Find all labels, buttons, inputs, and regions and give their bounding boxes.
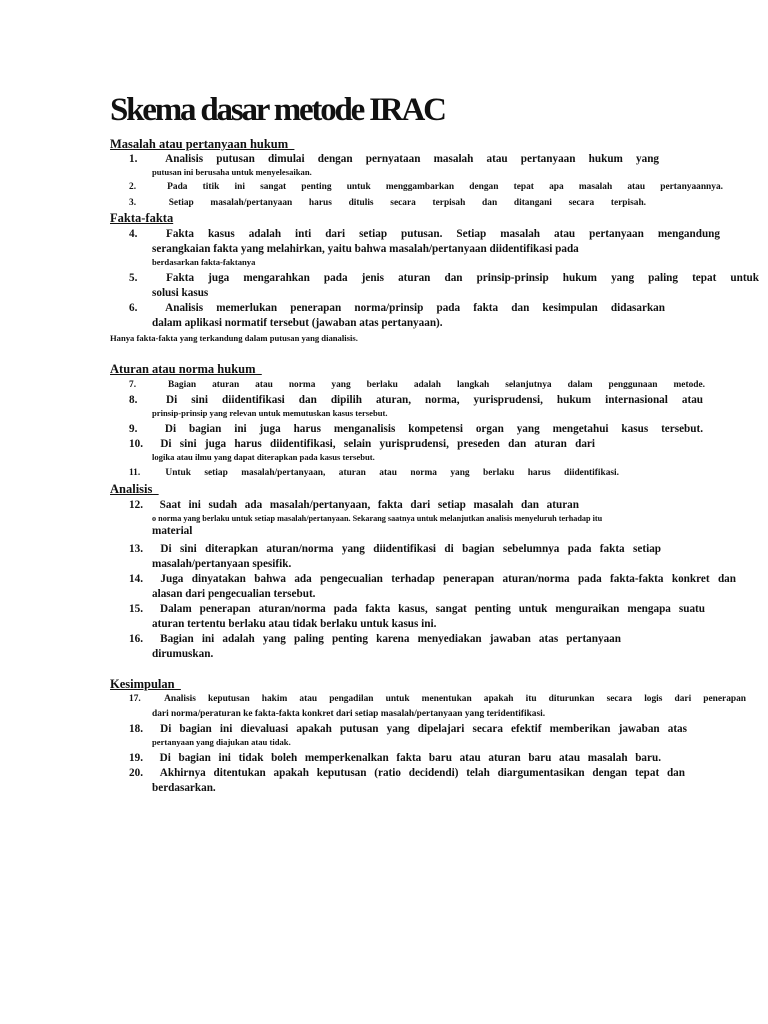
- item-continuation: solusi kasus: [152, 287, 209, 299]
- item-continuation: berdasarkan.: [152, 782, 216, 794]
- list-item-8: [129, 393, 703, 419]
- item-line: [129, 271, 759, 286]
- item-number: 13.: [129, 543, 143, 555]
- item-line: [129, 572, 736, 587]
- item-subline: putusan ini berusaha untuk menyelesaikan.: [152, 167, 312, 177]
- item-line: [129, 498, 579, 513]
- section-heading-aturan: Aturan atau norma hukum: [110, 362, 262, 376]
- item-number: 10.: [129, 438, 143, 450]
- item-number: 5.: [129, 272, 138, 284]
- list-item-11: [129, 466, 619, 481]
- item-subline: prinsip-prinsip yang relevan untuk memutuskan kasus tersebut.: [152, 408, 388, 418]
- item-continuation: serangkaian fakta yang melahirkan, yaitu bahwa masalah/pertanyaan diidentifikasi pada: [152, 243, 579, 255]
- item-continuation: dari norma/peraturan ke fakta-fakta konkret dari setiap masalah/pertanyaan yang teridentifikasi.: [152, 709, 546, 719]
- list-item-13: [129, 542, 661, 572]
- item-number: 6.: [129, 302, 138, 314]
- list-item-15: [129, 602, 705, 632]
- list-item-16: [129, 632, 621, 662]
- item-text: Analisis putusan dimulai dengan pernyataan masalah atau pertanyaan hukum yang: [165, 153, 660, 165]
- list-item-10: [129, 437, 595, 463]
- list-item-19: [129, 751, 661, 766]
- list-item-5: [129, 271, 759, 301]
- section-heading-kesimpulan: Kesimpulan: [110, 677, 181, 691]
- list-item-2: [129, 180, 723, 195]
- item-number: 9.: [129, 423, 138, 435]
- item-subline: logika atau ilmu yang dapat diterapkan pada kasus tersebut.: [152, 452, 375, 462]
- item-continuation: dirumuskan.: [152, 648, 214, 660]
- item-number: 12.: [129, 499, 143, 511]
- list-item-12: [129, 498, 603, 539]
- section-heading-masalah: Masalah atau pertanyaan hukum: [110, 137, 295, 151]
- item-line: [129, 180, 723, 195]
- item-line: [129, 393, 703, 408]
- item-text: Untuk setiap masalah/pertanyaan, aturan atau norma yang berlaku harus diidentifikasi.: [165, 468, 620, 478]
- section-note: Hanya fakta-fakta yang terkandung dalam putusan yang dianalisis.: [110, 333, 358, 343]
- item-number: 4.: [129, 228, 138, 240]
- section-heading-fakta: Fakta-fakta: [110, 211, 174, 225]
- item-number: 15.: [129, 603, 143, 615]
- item-text: Akhirnya ditentukan apakah keputusan (ratio decidendi) telah diargumentasikan dengan tepat dan: [159, 767, 685, 779]
- item-line: [129, 466, 619, 481]
- item-line: [129, 692, 746, 707]
- item-continuation: material: [152, 525, 193, 537]
- item-text: Bagian aturan atau norma yang berlaku adalah langkah selanjutnya dalam penggunaan metode.: [167, 380, 705, 390]
- item-number: 11.: [129, 468, 141, 478]
- item-subline: pertanyaan yang diajukan atau tidak.: [152, 737, 291, 747]
- item-line: [129, 632, 621, 647]
- item-text: Juga dinyatakan bahwa ada pengecualian terhadap penerapan aturan/norma pada fakta-fakta konkret dan: [160, 573, 736, 585]
- item-text: Fakta juga mengarahkan pada jenis aturan dan prinsip-prinsip hukum yang paling tepat untuk: [166, 272, 759, 284]
- item-line: [129, 378, 705, 393]
- item-number: 1.: [129, 153, 138, 165]
- item-line: [129, 542, 661, 557]
- item-subline: o norma yang berlaku untuk setiap masalah/pertanyaan. Sekarang saatnya untuk melanjutkan analisis menyeluruh terhadap itu: [152, 514, 603, 523]
- item-number: 2.: [129, 182, 137, 192]
- item-text: Setiap masalah/pertanyaan harus ditulis secara terpisah dan ditangani secara terpisah.: [168, 198, 646, 208]
- list-item-14: [129, 572, 736, 602]
- item-text: Fakta kasus adalah inti dari setiap putusan. Setiap masalah atau pertanyaan mengandung: [166, 228, 720, 240]
- item-number: 17.: [129, 694, 141, 704]
- list-item-18: [129, 722, 687, 748]
- item-text: Dalam penerapan aturan/norma pada fakta kasus, sangat penting untuk menguraikan mengapa suatu: [159, 603, 705, 615]
- item-text: Analisis keputusan hakim atau pengadilan untuk menentukan apakah itu diturunkan secara logis dari penerapan: [164, 694, 746, 704]
- item-number: 14.: [129, 573, 143, 585]
- page-title: Skema dasar metode IRAC: [110, 92, 445, 128]
- item-number: 8.: [129, 394, 138, 406]
- item-continuation: dalam aplikasi normatif tersebut (jawaban atas pertanyaan).: [152, 317, 443, 329]
- item-continuation: masalah/pertanyaan spesifik.: [152, 558, 292, 570]
- item-line: [129, 722, 687, 737]
- item-text: Di sini diidentifikasi dan dipilih aturan, norma, yurisprudensi, hukum internasional atau: [166, 394, 704, 406]
- section-heading-analisis: Analisis: [110, 482, 159, 496]
- item-number: 16.: [129, 633, 143, 645]
- item-line: [129, 602, 705, 617]
- item-line: [129, 766, 685, 781]
- item-number: 20.: [129, 767, 143, 779]
- item-text: Pada titik ini sangat penting untuk menggambarkan dengan tepat apa masalah atau pertanyaannya.: [167, 182, 723, 192]
- item-subline: berdasarkan fakta-faktanya: [152, 257, 256, 267]
- item-number: 7.: [129, 380, 137, 390]
- item-text: Di bagian ini juga harus menganalisis kompetensi organ yang mengetahui kasus tersebut.: [164, 423, 704, 435]
- list-item-4: [129, 227, 720, 268]
- item-text: Di sini juga harus diidentifikasi, selain yurisprudensi, preseden dan aturan dari: [160, 438, 596, 450]
- item-text: Saat ini sudah ada masalah/pertanyaan, fakta dari setiap masalah dan aturan: [159, 499, 579, 511]
- list-item-20: [129, 766, 685, 796]
- list-item-7: [129, 378, 705, 393]
- item-line: [129, 422, 703, 437]
- item-line: [129, 751, 661, 766]
- item-line: [129, 227, 720, 242]
- item-text: Di sini diterapkan aturan/norma yang diidentifikasi di bagian sebelumnya pada fakta setiap: [160, 543, 662, 555]
- item-number: 3.: [129, 198, 137, 208]
- list-item-17: [129, 692, 746, 722]
- item-text: Bagian ini adalah yang paling penting karena menyediakan jawaban atas pertanyaan: [160, 633, 621, 645]
- item-line: [129, 196, 646, 211]
- list-item-6: [129, 301, 665, 331]
- item-line: [129, 301, 665, 316]
- item-number: 19.: [129, 752, 143, 764]
- item-continuation: alasan dari pengecualian tersebut.: [152, 588, 316, 600]
- list-item-9: [129, 422, 703, 437]
- item-text: Analisis memerlukan penerapan norma/prinsip pada fakta dan kesimpulan didasarkan: [165, 302, 665, 314]
- item-continuation: aturan tertentu berlaku atau tidak berlaku untuk kasus ini.: [152, 618, 437, 630]
- item-number: 18.: [129, 723, 143, 735]
- item-text: Di bagian ini tidak boleh memperkenalkan fakta baru atau aturan baru atau masalah baru.: [159, 752, 661, 764]
- item-line: [129, 437, 595, 452]
- list-item-3: [129, 196, 646, 211]
- item-line: [129, 152, 659, 167]
- item-text: Di bagian ini dievaluasi apakah putusan yang dipelajari secara efektif memberikan jawaban atas: [160, 723, 688, 735]
- list-item-1: [129, 152, 659, 178]
